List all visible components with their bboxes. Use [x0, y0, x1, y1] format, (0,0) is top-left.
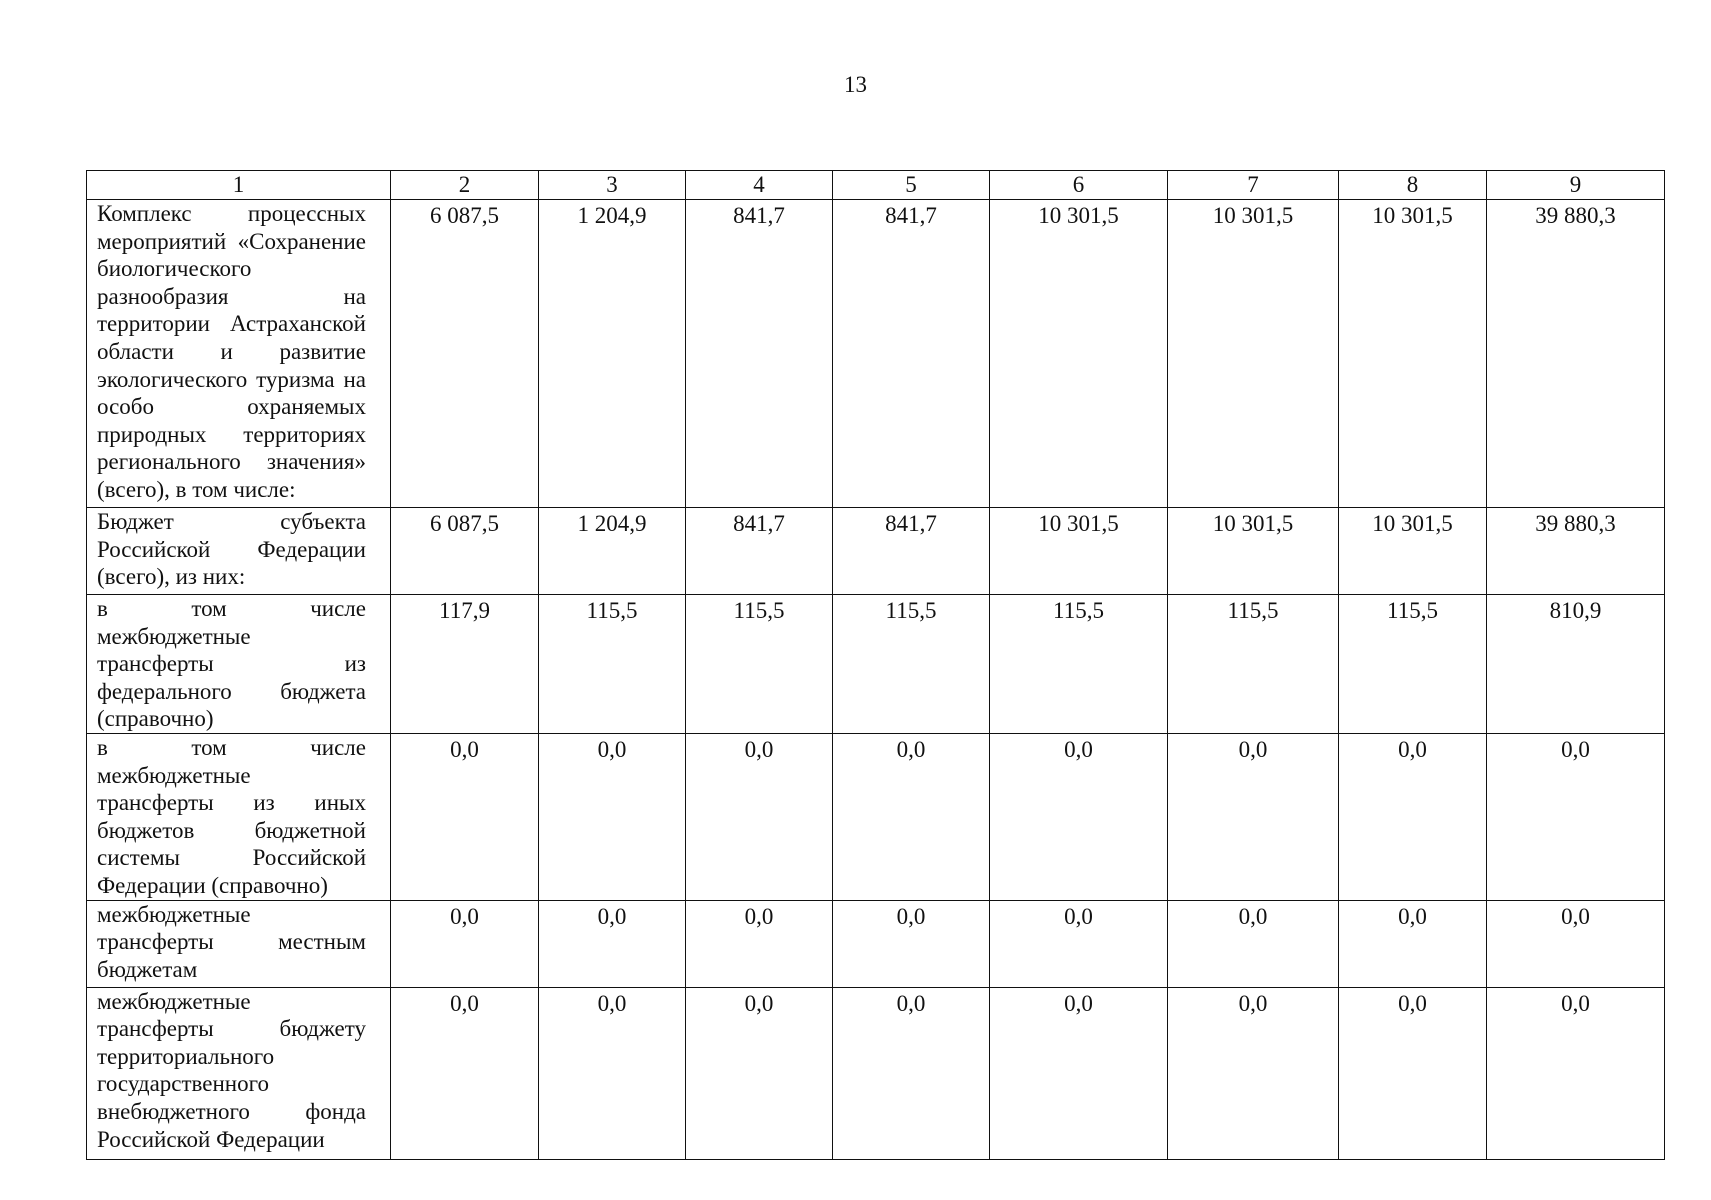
table-cell: 0,0: [833, 733, 990, 900]
row-label: межбюджетные трансферты бюджету территориального государственного внебюджетного фонда Российской Федерации: [87, 987, 391, 1159]
row-label: Бюджет субъекта Российской Федерации (всего), из них:: [87, 508, 391, 595]
table-cell: 115,5: [833, 595, 990, 734]
table-cell: 0,0: [1487, 900, 1665, 987]
table-cell: 10 301,5: [1168, 508, 1339, 595]
table-cell: 115,5: [990, 595, 1168, 734]
table-cell: 841,7: [833, 508, 990, 595]
table-cell: 841,7: [686, 508, 833, 595]
row-label: Комплекс процессных мероприятий «Сохранение биологического разнообразия на территории Астраханской области и развитие экологического туризма на особо охраняемых природных территориях регионального значения» (всего), в том числе:: [87, 200, 391, 508]
column-header: 2: [391, 171, 539, 200]
table-cell: 0,0: [539, 733, 686, 900]
table-cell: 0,0: [391, 733, 539, 900]
table-row: [87, 900, 1665, 987]
table-cell: 6 087,5: [391, 200, 539, 508]
table-cell: 10 301,5: [990, 200, 1168, 508]
table-cell: 6 087,5: [391, 508, 539, 595]
table-cell: 841,7: [833, 200, 990, 508]
table-cell: 0,0: [1487, 987, 1665, 1159]
row-label: в том числе межбюджетные трансферты из федерального бюджета (справочно): [87, 595, 391, 734]
page-number: 13: [844, 72, 867, 97]
table-cell: 0,0: [1168, 733, 1339, 900]
table-cell: 10 301,5: [1339, 508, 1487, 595]
table-cell: 810,9: [1487, 595, 1665, 734]
table-row: [87, 987, 1665, 1159]
table-cell: 115,5: [686, 595, 833, 734]
table-cell: 1 204,9: [539, 508, 686, 595]
column-header: 8: [1339, 171, 1487, 200]
table-cell: 0,0: [686, 733, 833, 900]
table-cell: 0,0: [1339, 733, 1487, 900]
table-cell: 115,5: [1339, 595, 1487, 734]
table-cell: 0,0: [686, 987, 833, 1159]
table-cell: 39 880,3: [1487, 508, 1665, 595]
column-header: 7: [1168, 171, 1339, 200]
column-header: 4: [686, 171, 833, 200]
budget-table: [86, 170, 1665, 1160]
table-cell: 10 301,5: [990, 508, 1168, 595]
table-cell: 0,0: [990, 900, 1168, 987]
table-cell: 39 880,3: [1487, 200, 1665, 508]
table-row: [87, 200, 1665, 508]
table-row: [87, 733, 1665, 900]
table-cell: 0,0: [990, 987, 1168, 1159]
table-cell: 841,7: [686, 200, 833, 508]
table-cell: 117,9: [391, 595, 539, 734]
row-label: межбюджетные трансферты местным бюджетам: [87, 900, 391, 987]
table-cell: 0,0: [391, 987, 539, 1159]
table-cell: 0,0: [1487, 733, 1665, 900]
table-cell: 0,0: [990, 733, 1168, 900]
table-cell: 0,0: [833, 987, 990, 1159]
table-cell: 0,0: [1168, 987, 1339, 1159]
table-cell: 10 301,5: [1339, 200, 1487, 508]
table-cell: 115,5: [1168, 595, 1339, 734]
table-cell: 0,0: [1168, 900, 1339, 987]
table-cell: 0,0: [539, 900, 686, 987]
column-header: 3: [539, 171, 686, 200]
table-cell: 0,0: [833, 900, 990, 987]
column-header: 1: [87, 171, 391, 200]
table-cell: 0,0: [539, 987, 686, 1159]
table-cell: 0,0: [1339, 987, 1487, 1159]
table-row: [87, 595, 1665, 734]
table-row: [87, 508, 1665, 595]
table-cell: 0,0: [391, 900, 539, 987]
table-cell: 0,0: [686, 900, 833, 987]
column-header: 6: [990, 171, 1168, 200]
column-header: 5: [833, 171, 990, 200]
table-cell: 115,5: [539, 595, 686, 734]
table-cell: 1 204,9: [539, 200, 686, 508]
column-header: 9: [1487, 171, 1665, 200]
table-cell: 0,0: [1339, 900, 1487, 987]
table-cell: 10 301,5: [1168, 200, 1339, 508]
row-label: в том числе межбюджетные трансферты из иных бюджетов бюджетной системы Российской Федерации (справочно): [87, 733, 391, 900]
header-row: [87, 171, 1665, 200]
